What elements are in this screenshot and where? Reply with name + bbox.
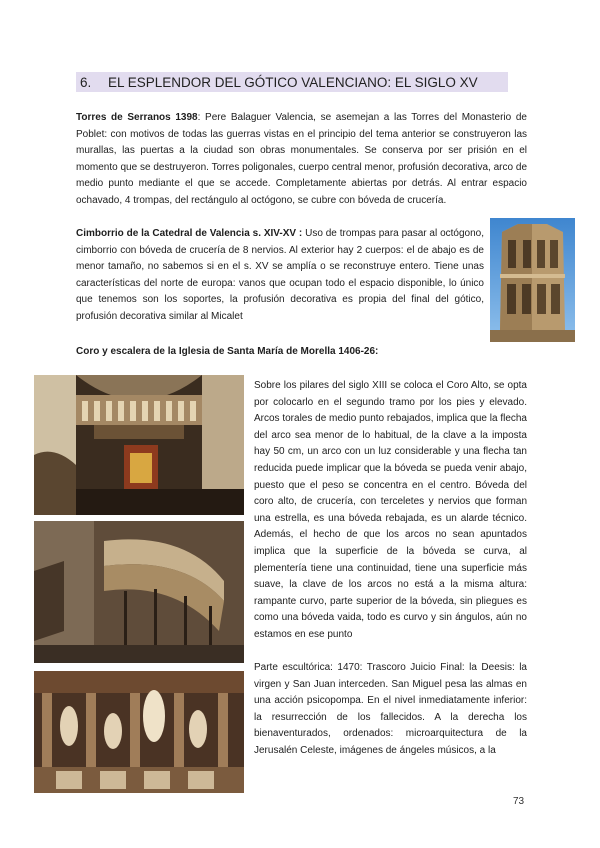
cimborrio-photo [490,218,575,342]
cimborrio-text: Uso de trompas para pasar al octógono, cimborrio con bóveda de crucería de 8 nervios. Al exterior hay 2 cuerpos: el de abajo es de menor tamaño, no sabemos si en el s. XV se amplía o se reconstruye entero. Tiene unas características del norte de europa: vanos que ocupan todo el espacio disponible, lo único que tenemos son los soportes, la profusión decorativa es propia del final del gótico, profusión decorativa similar al Micalet [76,228,484,322]
sculpture-paragraph: Parte escultórica: 1470: Trascoro Juicio Final: la Deesis: la virgen y San Juan interceden. San Miguel pesa las almas en una acción psicopompa. En el nivel inmediatamente inferior: la resurrección de los fallecidos. A la derecha los bienaventurados, ordenados: microarquitectura de la Jerusalén Celeste, imágenes de ángeles músicos, a la [254,662,527,756]
section-heading [76,72,508,92]
section-title: EL ESPLENDOR DEL GÓTICO VALENCIANO: EL SIGLO XV [108,74,478,90]
page-number: 73 [513,796,525,807]
serranos-text: : Pere Balaguer Valencia, se asemejan a las Torres del Monasterio de Poblet: con motivos de todas las guerras vistas en el principio del tema anterior se construyeron las murallas, las puertas a la ciudad son obras monumentales. Se conserva por ser prisión en el momento que se destruyeron. Torres poligonales, cuerpo central menor, profusión decorativa, arco de medio punto mediante el que se accede. Completamente abiertas por detrás. Al entrar espacio ochavado, 4 trompas, del rectángulo al octógono, se cubre con bóveda de crucería. [76,112,527,206]
choir-staircase-photo [34,521,244,663]
trascoro-sculpture-photo [34,671,244,793]
cimborrio-paragraph [76,226,484,326]
coro-title: Coro y escalera de la Iglesia de Santa María de Morella 1406-26: [76,346,379,357]
cimborrio-title: Cimborrio de la Catedral de Valencia s. XIV-XV : [76,228,303,239]
serranos-title: Torres de Serranos 1398 [76,112,198,123]
serranos-paragraph [76,110,527,210]
choir-interior-photo [34,375,244,515]
section-number: 6. [80,74,92,90]
coro-heading [76,344,526,361]
coro-paragraph: Sobre los pilares del siglo XIII se coloca el Coro Alto, se opta por colocarlo en el segundo tramo por los pies y elevado. Arcos torales de medio punto rebajados, implica que la flecha del arco sea menor de lo habitual, de la clave a la imposta hay 50 cm, un arco con un luz considerable y una flecha tan reducida puede implicar que la bóveda se pueda venir abajo, puesto que el peso se concentra en el centro. Bóveda del coro alto, de crucería, con terceletes y nervios que forman una estrella, es una bóveda rebajada, es un alarde técnico. Además, el hecho de que los arcos no sean apuntados implica que la superficie de la bóveda se curva, al plementería tiene una continuidad, tiene una superficie más suave, la clave de los arcos no está a la misma altura: rampante curvo, parte superior de la bóveda, sin pliegues es como una bóveda vaida, todo es curvo y sin ángulos, aún no estamos en ese punto [254,380,527,640]
